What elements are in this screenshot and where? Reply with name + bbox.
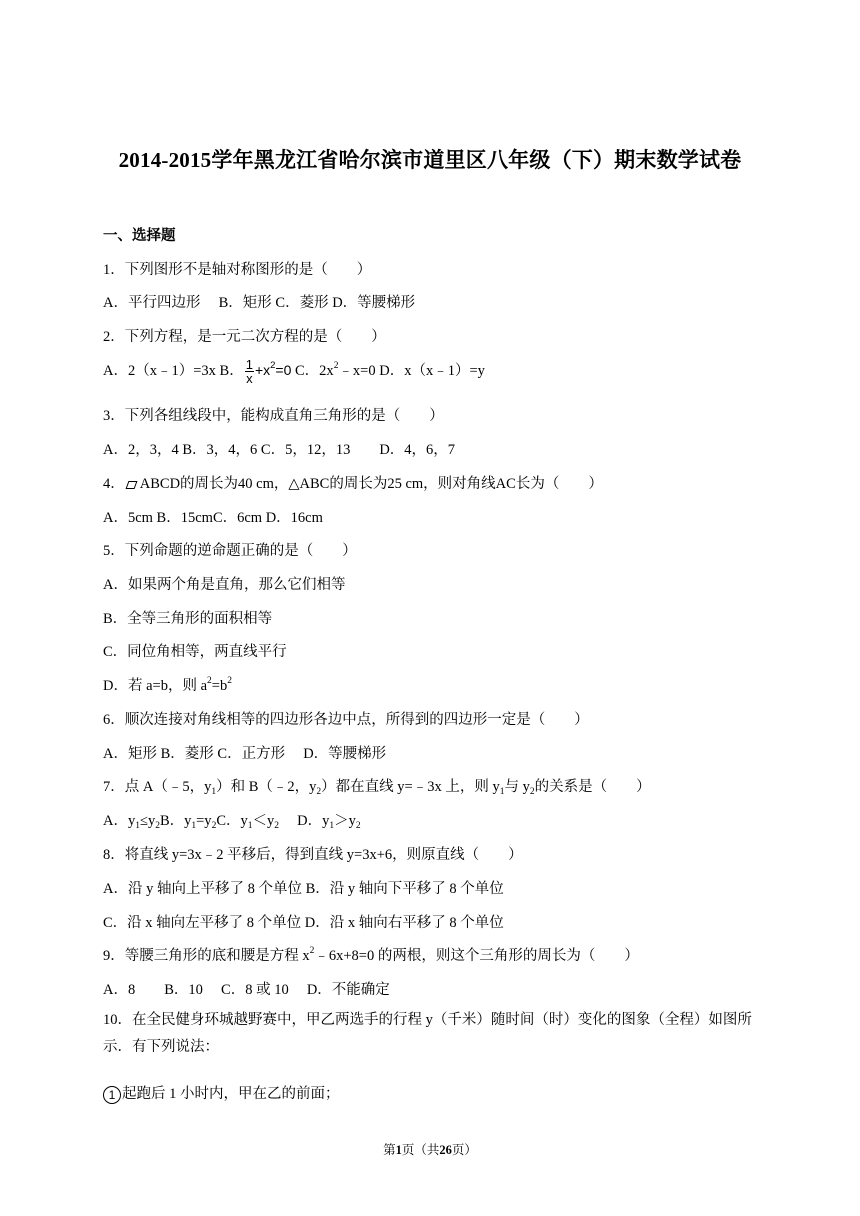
section-heading: 一、选择题: [103, 228, 176, 244]
q2-option-b-equation: [244, 357, 292, 386]
q5-d-exponent-2: 2: [227, 676, 232, 686]
q7-part-c: ）都在直线 y=﹣3x 上，则 y: [321, 779, 500, 795]
q7-opt-part-7: D．y: [278, 813, 330, 829]
question-3-options: A．2，3，4 B．3，4，6 C．5，12，13 D．4，6，7: [103, 442, 456, 458]
question-10: 10．在全民健身环城越野赛中，甲乙两选手的行程 y（千米）随时间（时）变化的图象（全程）如图所示．有下列说法：: [103, 1012, 752, 1055]
question-8-options-ab: A．沿 y 轴向上平移了 8 个单位 B．沿 y 轴向下平移了 8 个单位: [103, 881, 504, 897]
q10-item-1-text: 起跑后 1 小时内，甲在乙的前面；: [122, 1086, 340, 1102]
q7-opt-sub-7: 1: [329, 821, 335, 831]
q7-opt-sub-3: 1: [191, 821, 197, 831]
q7-part-a: 7．点 A（﹣5，y: [103, 779, 212, 795]
q7-opt-sub-4: 2: [211, 821, 217, 831]
question-2: 2．下列方程，是一元二次方程的是（ ）: [103, 329, 386, 345]
q7-part-d: 与 y: [504, 779, 530, 795]
q7-opt-part-6: ＜y: [252, 813, 275, 829]
q7-sub-1: 1: [211, 787, 217, 797]
q2-c-exponent: 2: [333, 361, 339, 372]
q7-sub-2: 2: [316, 787, 322, 797]
parallelogram-icon: [125, 481, 137, 489]
footer-total-pages: 26: [439, 1143, 452, 1157]
page-footer: [0, 1140, 860, 1158]
question-2-options: [103, 358, 485, 385]
question-4-options: A．5cm B．15cmC．6cm D．16cm: [103, 510, 323, 526]
page-title: 2014-2015学年黑龙江省哈尔滨市道里区八年级（下）期末数学试卷: [118, 148, 742, 172]
circled-number-icon: 1: [103, 1086, 121, 1104]
question-5-option-b: B．全等三角形的面积相等: [103, 611, 273, 627]
footer-prefix: 第: [383, 1143, 396, 1157]
q7-sub-4: 2: [529, 787, 535, 797]
footer-middle: 页（共: [401, 1143, 440, 1157]
q7-sub-3: 1: [499, 787, 505, 797]
q5-d-text: D．若 a=b，则 a: [103, 678, 208, 694]
question-7-options: [103, 809, 361, 830]
q7-opt-sub-1: 1: [135, 821, 140, 831]
q9-text-post: ﹣6x+8=0 的两根，则这个三角形的周长为（ ）: [314, 948, 639, 964]
question-1-options: A．平行四边形 B．矩形 C．菱形 D．等腰梯形: [103, 295, 416, 311]
question-5-option-d: [103, 674, 232, 695]
question-6-options: A．矩形 B．菱形 C．正方形 D．等腰梯形: [103, 746, 387, 762]
q7-part-b: ）和 B（﹣2，y: [216, 779, 317, 795]
q2-fraction: [245, 358, 254, 385]
q7-opt-sub-8: 2: [355, 821, 361, 831]
q9-exponent: 2: [309, 946, 315, 956]
q2-b-exponent: 2: [270, 360, 276, 372]
question-4: [103, 472, 603, 493]
question-8-options-cd: C．沿 x 轴向左平移了 8 个单位 D．沿 x 轴向右平移了 8 个单位: [103, 915, 504, 931]
q7-opt-sub-5: 1: [247, 821, 253, 831]
question-10-item-1: [103, 1082, 340, 1104]
q7-opt-part-8: ＞y: [334, 813, 356, 829]
q2-option-a: A．2（x﹣1）=3x B．: [103, 363, 244, 380]
question-5-option-a: A．如果两个角是直角，那么它们相等: [103, 577, 346, 593]
question-7: [103, 775, 651, 796]
question-9-options: A．8 B．10 C．8 或 10 D．不能确定: [103, 982, 390, 998]
question-5-option-c: C．同位角相等，两直线平行: [103, 644, 287, 660]
footer-suffix: 页）: [451, 1143, 477, 1157]
question-3: 3．下列各组线段中，能构成直角三角形的是（ ）: [103, 408, 444, 424]
q2-b-plus-x: +x: [254, 362, 271, 379]
q2-option-c-tail: ﹣x=0 D．x（x﹣1）=y: [338, 363, 485, 380]
footer-page-number: 1: [395, 1143, 402, 1157]
q7-opt-sub-2: 2: [155, 821, 160, 831]
question-8: 8．将直线 y=3x﹣2 平移后，得到直线 y=3x+6，则原直线（ ）: [103, 847, 523, 863]
q7-opt-part-5: C．y: [216, 813, 248, 829]
q2-fraction-denominator: x: [246, 371, 253, 386]
q9-text: 9．等腰三角形的底和腰是方程 x: [103, 948, 310, 964]
q2-option-c: C．2x: [291, 363, 334, 380]
question-1: 1．下列图形不是轴对称图形的是（ ）: [103, 262, 372, 278]
q7-opt-part-3: B．y: [159, 813, 192, 829]
question-6: 6．顺次连接对角线相等的四边形各边中点，所得到的四边形一定是（ ）: [103, 712, 589, 728]
q7-opt-sub-6: 2: [274, 821, 279, 831]
q2-fraction-numerator: 1: [245, 357, 253, 372]
q7-opt-part-2: ≤y: [139, 813, 156, 829]
q5-d-mid: =b: [211, 678, 228, 694]
q7-opt-part-1: A．y: [103, 813, 136, 829]
q7-part-e: 的关系是（ ）: [534, 779, 651, 795]
q2-b-equals: =0: [275, 362, 292, 379]
question-9: [103, 944, 639, 965]
q4-text: ABCD的周长为40 cm，△ABC的周长为25 cm，则对角线AC长为（ ）: [139, 476, 603, 492]
question-5: 5．下列命题的逆命题正确的是（ ）: [103, 543, 357, 559]
q4-number: 4．: [103, 476, 125, 492]
q5-d-exponent-1: 2: [207, 676, 212, 686]
q7-opt-part-4: =y: [196, 813, 212, 829]
